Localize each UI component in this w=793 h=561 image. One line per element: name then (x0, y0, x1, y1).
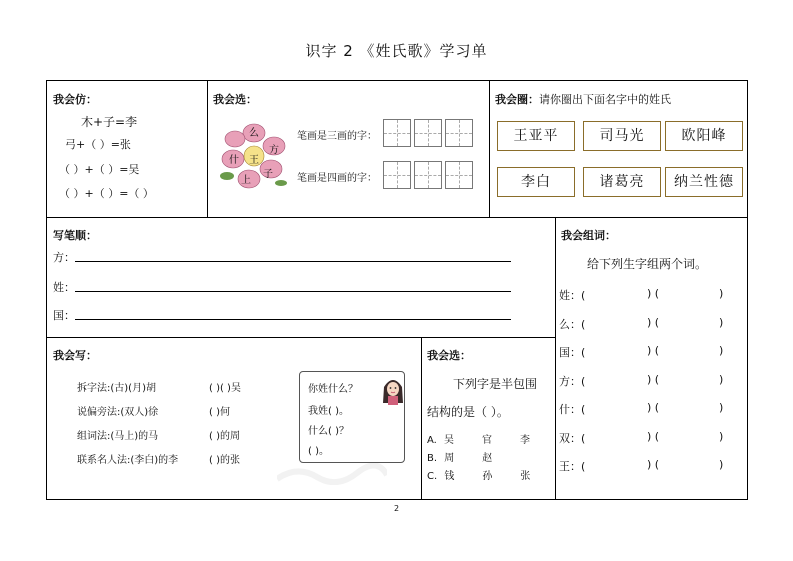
write-answer[interactable]: ( )何 (209, 407, 230, 418)
word-row (559, 430, 739, 446)
bubble-line: 你姓什么？ (308, 384, 358, 395)
stroke-order-line[interactable] (75, 291, 511, 292)
flower-char-3: 王 (249, 155, 259, 166)
write-example: 联系名人法:(李白)的李 (77, 455, 179, 466)
flower-char-4: 方 (269, 145, 279, 156)
surname-name-box[interactable]: 司马光 (583, 121, 661, 151)
choose-strokes-header: 我会选： (213, 93, 257, 106)
word-row (559, 344, 739, 360)
stroke-order-header: 写笔顺： (53, 229, 97, 242)
surname-name-box[interactable]: 欧阳峰 (665, 121, 743, 151)
word-row-char: 国：( (559, 346, 586, 359)
answer-grid-box[interactable] (445, 119, 473, 147)
write-header: 我会写： (53, 349, 97, 362)
stroke-order-char: 国： (53, 309, 75, 322)
word-row-char: 双：( (559, 431, 586, 445)
word-row (559, 458, 739, 474)
word-row-middle[interactable]: ) ( (647, 372, 660, 386)
girl-illustration (381, 375, 405, 405)
flower-image (219, 121, 289, 191)
word-row-middle[interactable]: ) ( (647, 458, 660, 471)
word-row-end[interactable]: ) (719, 287, 724, 300)
page-title: 识字 2 《姓氏歌》学习单 (305, 42, 488, 60)
word-row-end[interactable]: ) (719, 429, 724, 443)
stroke-order-line[interactable] (75, 319, 511, 320)
flower-char-6: 子 (263, 169, 273, 180)
bubble-line[interactable]: 我姓( )。 (308, 406, 349, 417)
circle-header: 我会圈： (495, 93, 539, 106)
stroke-order-line[interactable] (75, 261, 511, 262)
word-row-end[interactable]: ) (719, 315, 724, 329)
surname-name-box[interactable]: 王亚平 (497, 121, 575, 151)
choose-structure-header: 我会选： (427, 349, 471, 362)
answer-grid-box[interactable] (445, 161, 473, 189)
option-char: 孙 (482, 471, 493, 482)
circle-instruction: 请你圈出下面名字中的姓氏 (539, 93, 671, 106)
word-row-middle[interactable]: ) ( (647, 315, 660, 329)
surname-name-box[interactable]: 李白 (497, 167, 575, 197)
structure-question-line1: 下列字是半包围 (453, 377, 538, 391)
word-row-end[interactable]: ) (719, 372, 724, 386)
word-row-end[interactable]: ) (719, 401, 724, 414)
word-row (559, 401, 739, 417)
option-char: 张 (520, 471, 531, 482)
word-row-char: 么：( (559, 317, 586, 331)
option-char: 周 (444, 453, 455, 464)
imitate-line-3: （ ）+（ ）=吴 (59, 163, 140, 176)
page-number: 2 (393, 504, 400, 513)
imitate-header: 我会仿： (53, 93, 97, 106)
words-header: 我会组词： (561, 229, 616, 242)
option-char: 官 (482, 435, 493, 446)
answer-grid-box[interactable] (414, 119, 442, 147)
word-row-middle[interactable]: ) ( (647, 287, 660, 300)
write-answer[interactable]: ( )( )吴 (209, 383, 241, 394)
word-row-middle[interactable]: ) ( (647, 344, 660, 357)
word-row-char: 方：( (559, 374, 586, 388)
surname-name-box[interactable]: 诸葛亮 (583, 167, 661, 197)
option-key[interactable]: B. (427, 453, 438, 464)
strokes-four-label: 笔画是四画的字： (297, 173, 377, 184)
word-row (559, 373, 739, 389)
word-row-middle[interactable]: ) ( (647, 429, 660, 443)
word-row (559, 316, 739, 332)
words-instruction: 给下列生字组两个词。 (587, 257, 708, 271)
word-row-char: 什：( (559, 403, 586, 416)
imitate-line-1: 木+子=李 (81, 115, 138, 129)
write-answer[interactable]: ( )的周 (209, 431, 240, 442)
option-char: 李 (520, 435, 531, 446)
word-row (559, 287, 739, 303)
answer-grid-box[interactable] (383, 161, 411, 189)
flower-char-1: 么 (249, 128, 259, 139)
word-row-middle[interactable]: ) ( (647, 401, 660, 414)
write-answer[interactable]: ( )的张 (209, 455, 240, 466)
bubble-line[interactable]: ( )。 (308, 446, 329, 457)
option-key[interactable]: A. (427, 435, 437, 446)
option-key[interactable]: C. (427, 471, 438, 482)
imitate-line-4: （ ）+（ ）=（ ） (59, 187, 154, 200)
write-example: 组词法:(马上)的马 (77, 431, 159, 442)
write-example: 说偏旁法:(双人)徐 (77, 407, 159, 418)
worksheet-frame (46, 80, 748, 500)
answer-grid-box[interactable] (383, 119, 411, 147)
write-example: 拆字法:(古)(月)胡 (77, 383, 156, 394)
option-char: 赵 (482, 453, 493, 464)
imitate-line-2: 弓+（ ）=张 (65, 138, 131, 151)
word-row-char: 王：( (559, 460, 586, 473)
stroke-order-char: 方： (53, 251, 75, 264)
stroke-order-char: 姓： (53, 281, 75, 294)
word-row-char: 姓：( (559, 289, 586, 302)
flower-char-2: 什 (229, 155, 239, 166)
word-row-end[interactable]: ) (719, 458, 724, 471)
structure-question-line2: 结构的是（ ）。 (427, 405, 509, 419)
watermark-decoration (277, 463, 387, 485)
bubble-line[interactable]: 什么( )？ (308, 426, 349, 437)
word-row-end[interactable]: ) (719, 344, 724, 357)
strokes-three-label: 笔画是三画的字： (297, 131, 377, 142)
option-char: 吴 (444, 435, 455, 446)
surname-name-box[interactable]: 纳兰性德 (665, 167, 743, 197)
answer-grid-box[interactable] (414, 161, 442, 189)
flower-char-5: 上 (241, 175, 251, 186)
option-char: 钱 (444, 471, 455, 482)
